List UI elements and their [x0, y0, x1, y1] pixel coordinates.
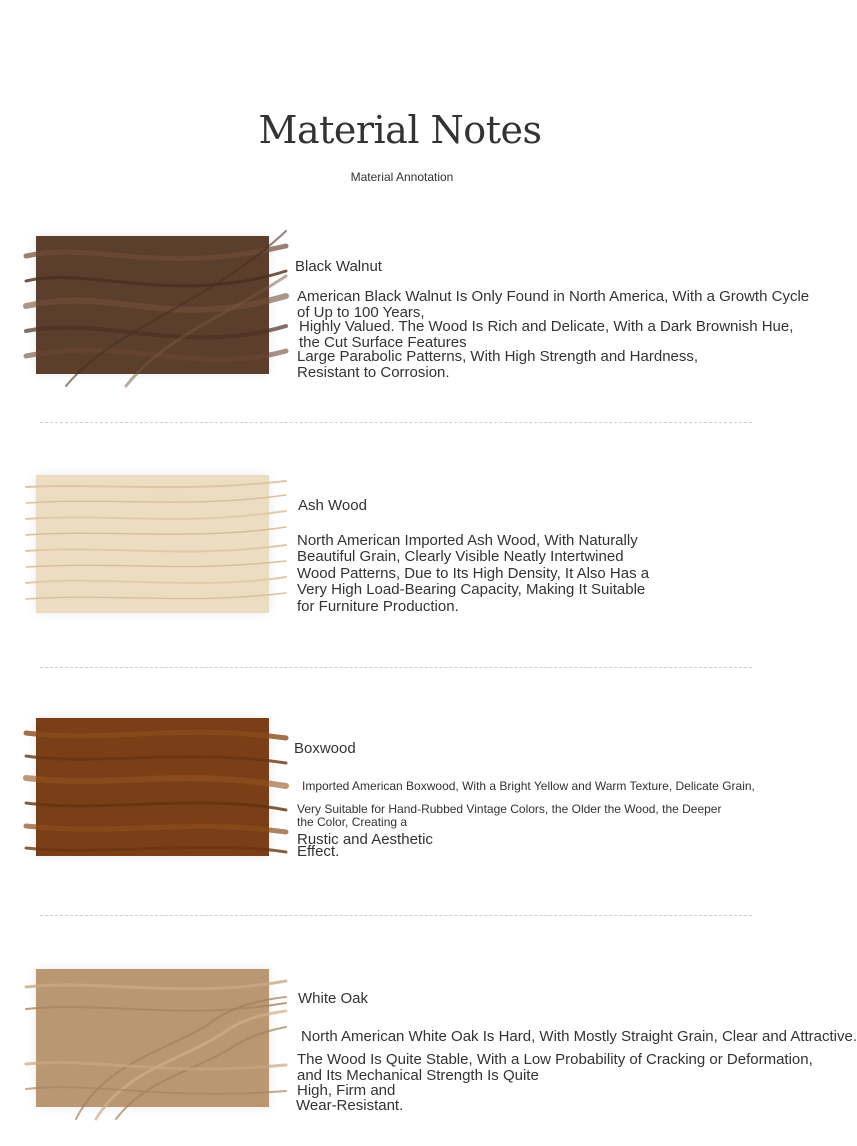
page-subtitle: Material Annotation	[350, 170, 454, 184]
description-line: High, Firm and	[297, 1082, 396, 1099]
material-name: White Oak	[298, 990, 369, 1007]
description-line: North American Imported Ash Wood, With Naturally	[297, 532, 638, 549]
description-line: the Color, Creating a	[297, 815, 408, 829]
description-line: The Wood Is Quite Stable, With a Low Probability of Cracking or Deformation,	[297, 1051, 813, 1068]
description-line: North American White Oak Is Hard, With Mostly Straight Grain, Clear and Attractive.	[301, 1028, 857, 1045]
description-line: Beautiful Grain, Clearly Visible Neatly Intertwined	[297, 548, 624, 565]
description-line: Effect.	[297, 843, 340, 860]
description-line: Rustic and Aesthetic	[297, 831, 433, 848]
material-name: Boxwood	[294, 740, 356, 757]
section-divider	[40, 422, 752, 423]
description-line: Very Suitable for Hand-Rubbed Vintage Colors, the Older the Wood, the Deeper	[297, 802, 722, 816]
page-title: Material Notes	[258, 108, 542, 152]
boxwood-swatch	[36, 718, 269, 856]
description-line: Very High Load-Bearing Capacity, Making It Suitable	[297, 581, 646, 598]
description-line: of Up to 100 Years,	[297, 304, 425, 321]
description-line: American Black Walnut Is Only Found in North America, With a Growth Cycle	[297, 288, 810, 305]
section-divider	[40, 915, 752, 916]
description-line: Large Parabolic Patterns, With High Strength and Hardness,	[297, 348, 699, 365]
description-line: Resistant to Corrosion.	[297, 364, 450, 381]
description-line: and Its Mechanical Strength Is Quite	[297, 1067, 539, 1084]
description-line: Wear-Resistant.	[296, 1097, 404, 1114]
section-divider	[40, 667, 752, 668]
description-line: Highly Valued. The Wood Is Rich and Delicate, With a Dark Brownish Hue,	[299, 318, 794, 335]
description-line: Wood Patterns, Due to Its High Density, It Also Has a	[297, 565, 650, 582]
description-line: Imported American Boxwood, With a Bright Yellow and Warm Texture, Delicate Grain,	[302, 779, 755, 793]
description-line: the Cut Surface Features	[299, 334, 467, 351]
description-line: for Furniture Production.	[297, 598, 459, 615]
material-name: Ash Wood	[298, 497, 367, 514]
white-oak-swatch	[36, 969, 269, 1107]
material-name: Black Walnut	[295, 258, 382, 275]
black-walnut-swatch	[36, 236, 269, 374]
ash-wood-swatch	[36, 475, 269, 613]
